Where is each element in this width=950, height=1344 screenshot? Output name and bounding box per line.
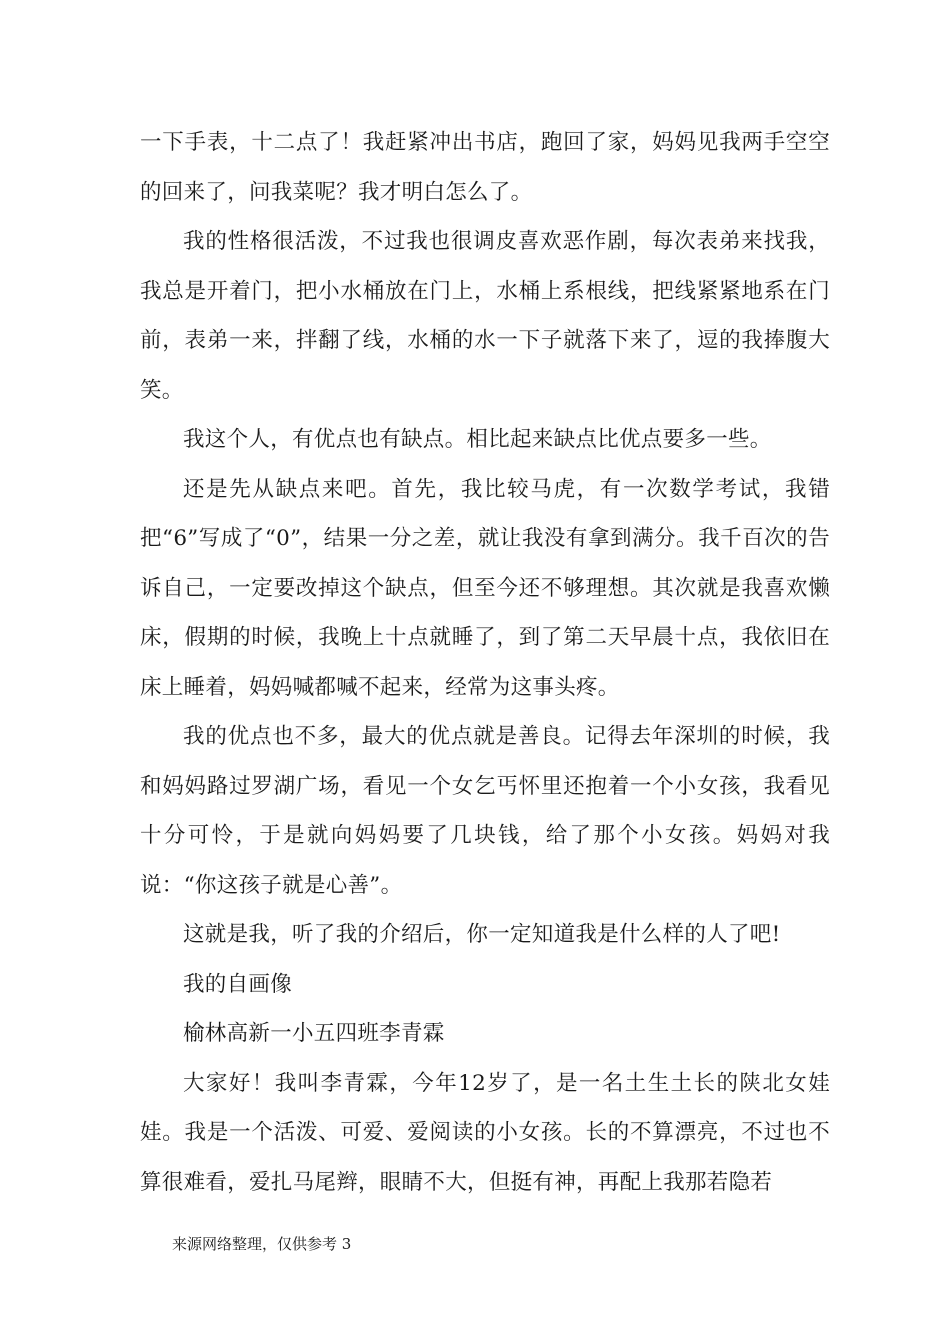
paragraph-conclusion: 这就是我，听了我的介绍后，你一定知道我是什么样的人了吧! xyxy=(183,922,781,947)
essay-author: 榆林高新一小五四班李青霖 xyxy=(183,1021,445,1046)
paragraph-introduction: 大家好！我叫李青霖，今年12岁了，是一名土生土长的陕北女娃娃。我是一个活泼、可爱、爱阅读的小女孩。长的不算漂亮，不过也不算很难看，爱扎马尾辫，眼睛不大，但挺有神，再配上我那若隐若 xyxy=(140,1070,830,1195)
paragraph-pros-cons-intro: 我这个人，有优点也有缺点。相比起来缺点比优点要多一些。 xyxy=(183,427,772,452)
essay-title: 我的自画像 xyxy=(183,971,293,997)
paragraph-personality: 我的性格很活泼，不过我也很调皮喜欢恶作剧，每次表弟来找我，我总是开着门，把小水桶放在门上，水桶上系根线，把线紧紧地系在门前，表弟一来，拌翻了线，水桶的水一下子就落下来了，逗的我捧腹大笑。 xyxy=(140,229,830,403)
paragraph-shortcomings: 还是先从缺点来吧。首先，我比较马虎，有一次数学考试，我错把“6”写成了“0”，结果一分之差，就让我没有拿到满分。我千百次的告诉自己，一定要改掉这个缺点，但至今还不够理想。其次就是我喜欢懒床，假期的时候，我晚上十点就睡了，到了第二天早晨十点，我依旧在床上睡着，妈妈喊都喊不起来，经常为这事头疼。 xyxy=(140,476,830,700)
paragraph-strengths: 我的优点也不多，最大的优点就是善良。记得去年深圳的时候，我和妈妈路过罗湖广场，看见一个女乞丐怀里还抱着一个小女孩，我看见十分可怜，于是就向妈妈要了几块钱，给了那个小女孩。妈妈对我说：“你这孩子就是心善”。 xyxy=(140,724,830,898)
page-footer: 来源网络整理，仅供参考 3 xyxy=(172,1235,352,1253)
body-text xyxy=(140,118,830,1207)
paragraph-continued: 一下手表，十二点了！我赶紧冲出书店，跑回了家，妈妈见我两手空空的回来了，问我菜呢？我才明白怎么了。 xyxy=(140,130,830,205)
